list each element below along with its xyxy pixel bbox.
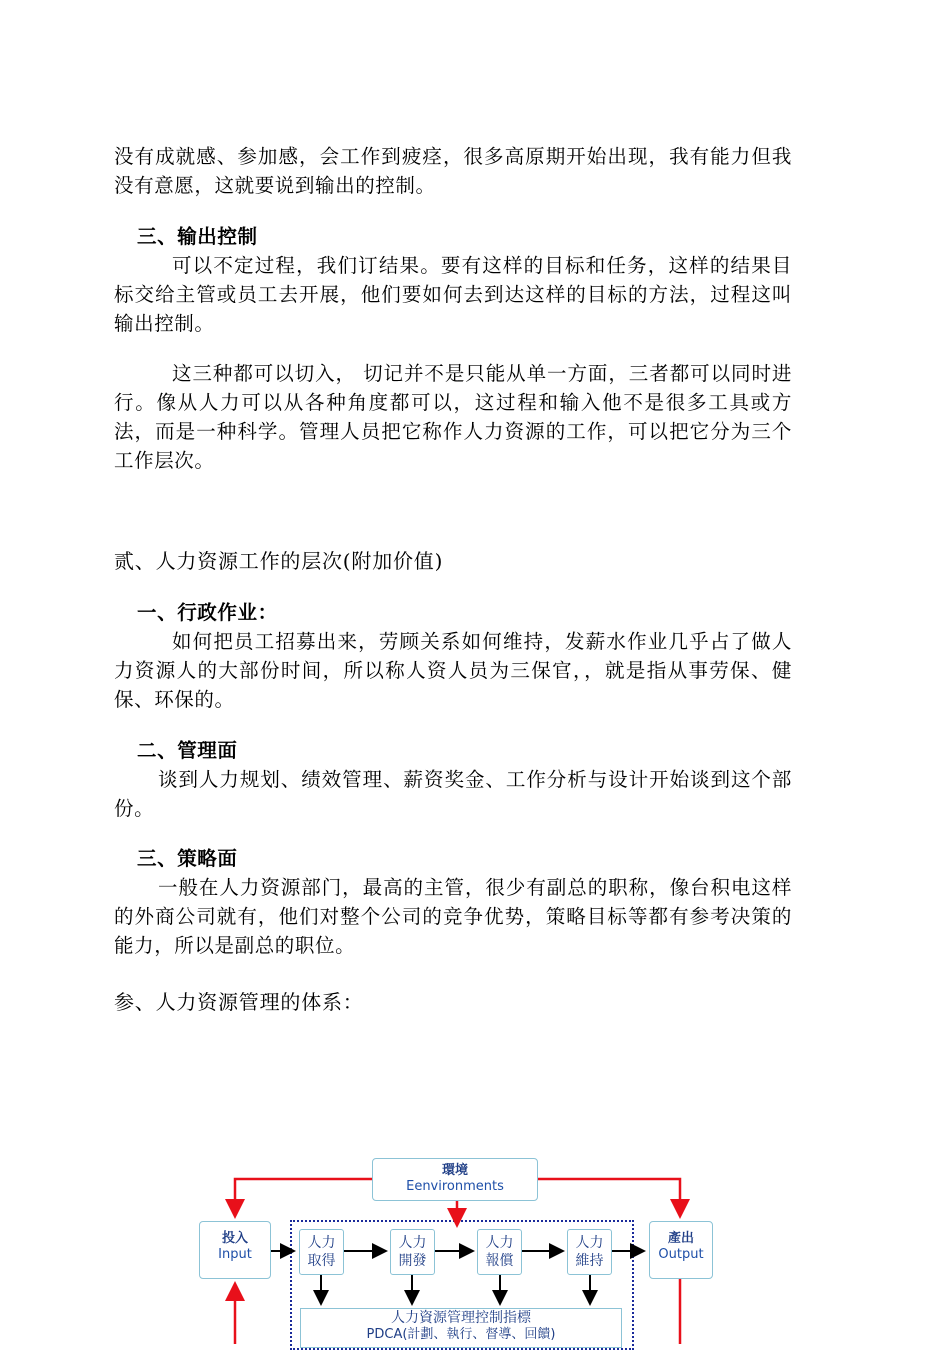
step-acquisition-line1: 人力 xyxy=(307,1235,336,1251)
heading-hr-system: 参、人力资源管理的体系： xyxy=(114,990,364,1014)
heading-management: 二、管理面 xyxy=(137,739,238,762)
paragraph-4: 如何把员工招募出来，劳顾关系如何维持，发薪水作业几乎占了做人力资源人的大部份时间，所以称人资人员为三保官，，就是指从事劳保、健保、环保的。 xyxy=(114,630,792,711)
step-maintenance-line2: 維持 xyxy=(575,1253,604,1269)
paragraph-3: 这三种都可以切入， 切记并不是只能从单一方面，三者都可以同时进行。像从人力可以从各种角度都可以，这过程和输入他不是很多工具或方法，而是一种科学。管理人员把它称作人力资源的工作，可以把它分为三个工作层次。 xyxy=(114,362,792,472)
step-acquisition xyxy=(299,1229,344,1275)
step-acquisition-line2: 取得 xyxy=(307,1253,336,1269)
environment-box xyxy=(372,1158,538,1201)
output-subtitle: Output xyxy=(658,1247,704,1262)
environment-subtitle: Eenvironments xyxy=(406,1179,504,1194)
paragraph-5: 谈到人力规划、绩效管理、薪资奖金、工作分析与设计开始谈到这个部份。 xyxy=(114,768,792,820)
step-development-line2: 開發 xyxy=(398,1253,427,1269)
environment-title: 環境 xyxy=(441,1163,468,1178)
heading-output-control: 三、输出控制 xyxy=(137,225,258,248)
step-development-line1: 人力 xyxy=(398,1235,427,1251)
paragraph-2: 可以不定过程，我们订结果。要有这样的目标和任务，这样的结果目标交给主管或员工去开展，他们要如何去到达这样的目标的方法，过程这叫输出控制。 xyxy=(114,254,792,335)
step-compensation-line1: 人力 xyxy=(485,1235,514,1251)
heading-strategy: 三、策略面 xyxy=(137,847,238,870)
env-to-output-arrow xyxy=(538,1179,680,1214)
env-to-input-arrow xyxy=(235,1179,372,1214)
control-subtitle: PDCA(計劃、執行、督導、回饋) xyxy=(366,1327,556,1342)
input-title: 投入 xyxy=(221,1231,248,1246)
step-compensation xyxy=(477,1229,522,1275)
heading-hr-levels: 贰、人力资源工作的层次(附加价值) xyxy=(114,549,444,573)
control-indicator-box xyxy=(300,1308,622,1348)
paragraph-1: 没有成就感、参加感，会工作到疲痉，很多高原期开始出现，我有能力但我没有意愿，这就要说到输出的控制。 xyxy=(114,145,792,197)
step-maintenance xyxy=(567,1229,612,1275)
paragraph-6: 一般在人力资源部门，最高的主管，很少有副总的职称，像台积电这样的外商公司就有，他们对整个公司的竞争优势，策略目标等都有参考决策的能力，所以是副总的职位。 xyxy=(114,876,792,957)
step-development xyxy=(390,1229,435,1275)
step-maintenance-line1: 人力 xyxy=(575,1235,604,1251)
output-box xyxy=(649,1221,713,1279)
output-title: 產出 xyxy=(667,1231,694,1246)
input-subtitle: Input xyxy=(218,1247,252,1262)
input-box xyxy=(199,1221,271,1279)
step-compensation-line2: 報償 xyxy=(485,1253,514,1269)
control-title: 人力資源管理控制指標 xyxy=(391,1310,531,1326)
heading-admin-work: 一、行政作业： xyxy=(137,601,278,624)
